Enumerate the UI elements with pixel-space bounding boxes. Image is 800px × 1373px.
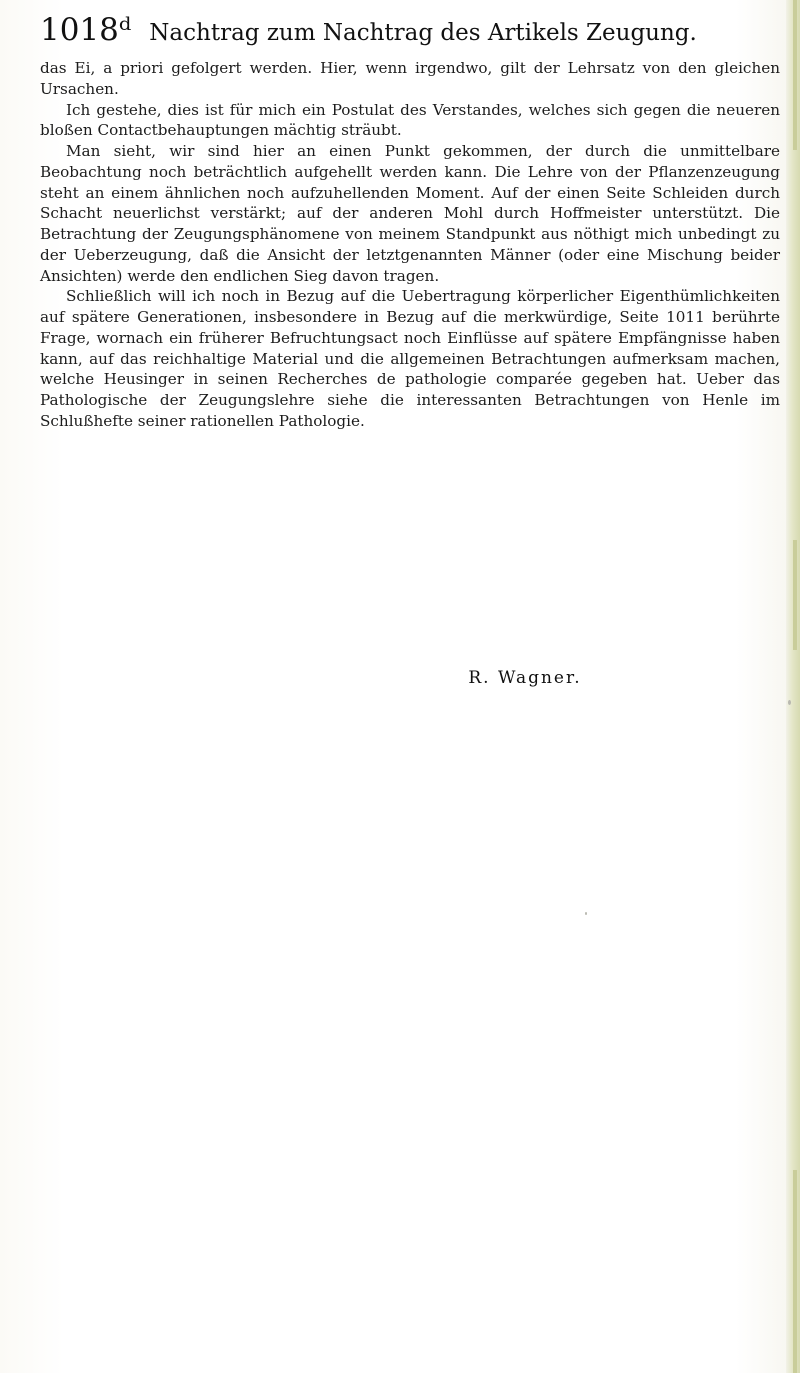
edge-mark-bottom: [793, 1170, 797, 1373]
paper-speck: [788, 700, 791, 705]
page-header: [40, 12, 780, 62]
paper-speck: [585, 912, 587, 915]
paragraph-continuation: das Ei, a priori gefolgert werden. Hier, wenn irgendwo, gilt der Lehrsatz von den gleichen Ursachen.: [40, 59, 780, 98]
page-number: 1018ᵈ: [40, 12, 132, 48]
body-text: [40, 58, 780, 432]
paragraph-conclusion: Schließlich will ich noch in Bezug auf die Uebertragung körperlicher Eigenthümlichkeiten auf spätere Generationen, insbesondere in Bezug auf die merkwürdige, Seite 1011 berührte Frage, wornach ein früherer Befruchtungsact noch Einflüsse auf spätere Empfängnisse haben kann, auf das reichhaltige Material und die allgemeinen Betrachtungen aufmerksam machen, welche Heusinger in seinen Recherches de pathologie comparée gegeben hat. Ueber das Pathologische der Zeugungslehre siehe die interessanten Betrachtungen von Henle im Schlußhefte seiner rationellen Pathologie.: [40, 287, 780, 430]
edge-mark-top: [793, 0, 797, 150]
paragraph-observation: Man sieht, wir sind hier an einen Punkt gekommen, der durch die unmittelbare Beobachtung noch beträchtlich aufgehellt werden kann. Die Lehre von der Pflanzenzeugung steht an einem ähnlichen noch aufzuhellenden Moment. Auf der einen Seite Schleiden durch Schacht neuerlichst verstärkt; auf der anderen Mohl durch Hoffmeister unterstützt. Die Betrachtung der Zeugungsphänomene von meinem Standpunkt aus nöthigt mich unbedingt zu der Ueberzeugung, daß die Ansicht der letztgenannten Männer (oder eine Mischung beider Ansichten) werde den endlichen Sieg davon tragen.: [40, 142, 780, 285]
edge-mark-middle: [793, 540, 797, 650]
running-title: Nachtrag zum Nachtrag des Artikels Zeugung.: [149, 20, 697, 46]
author-signature: R. Wagner.: [468, 668, 582, 688]
paragraph-postulate: Ich gestehe, dies ist für mich ein Postulat des Verstandes, welches sich gegen die neueren bloßen Contactbehauptungen mächtig sträubt.: [40, 100, 780, 140]
